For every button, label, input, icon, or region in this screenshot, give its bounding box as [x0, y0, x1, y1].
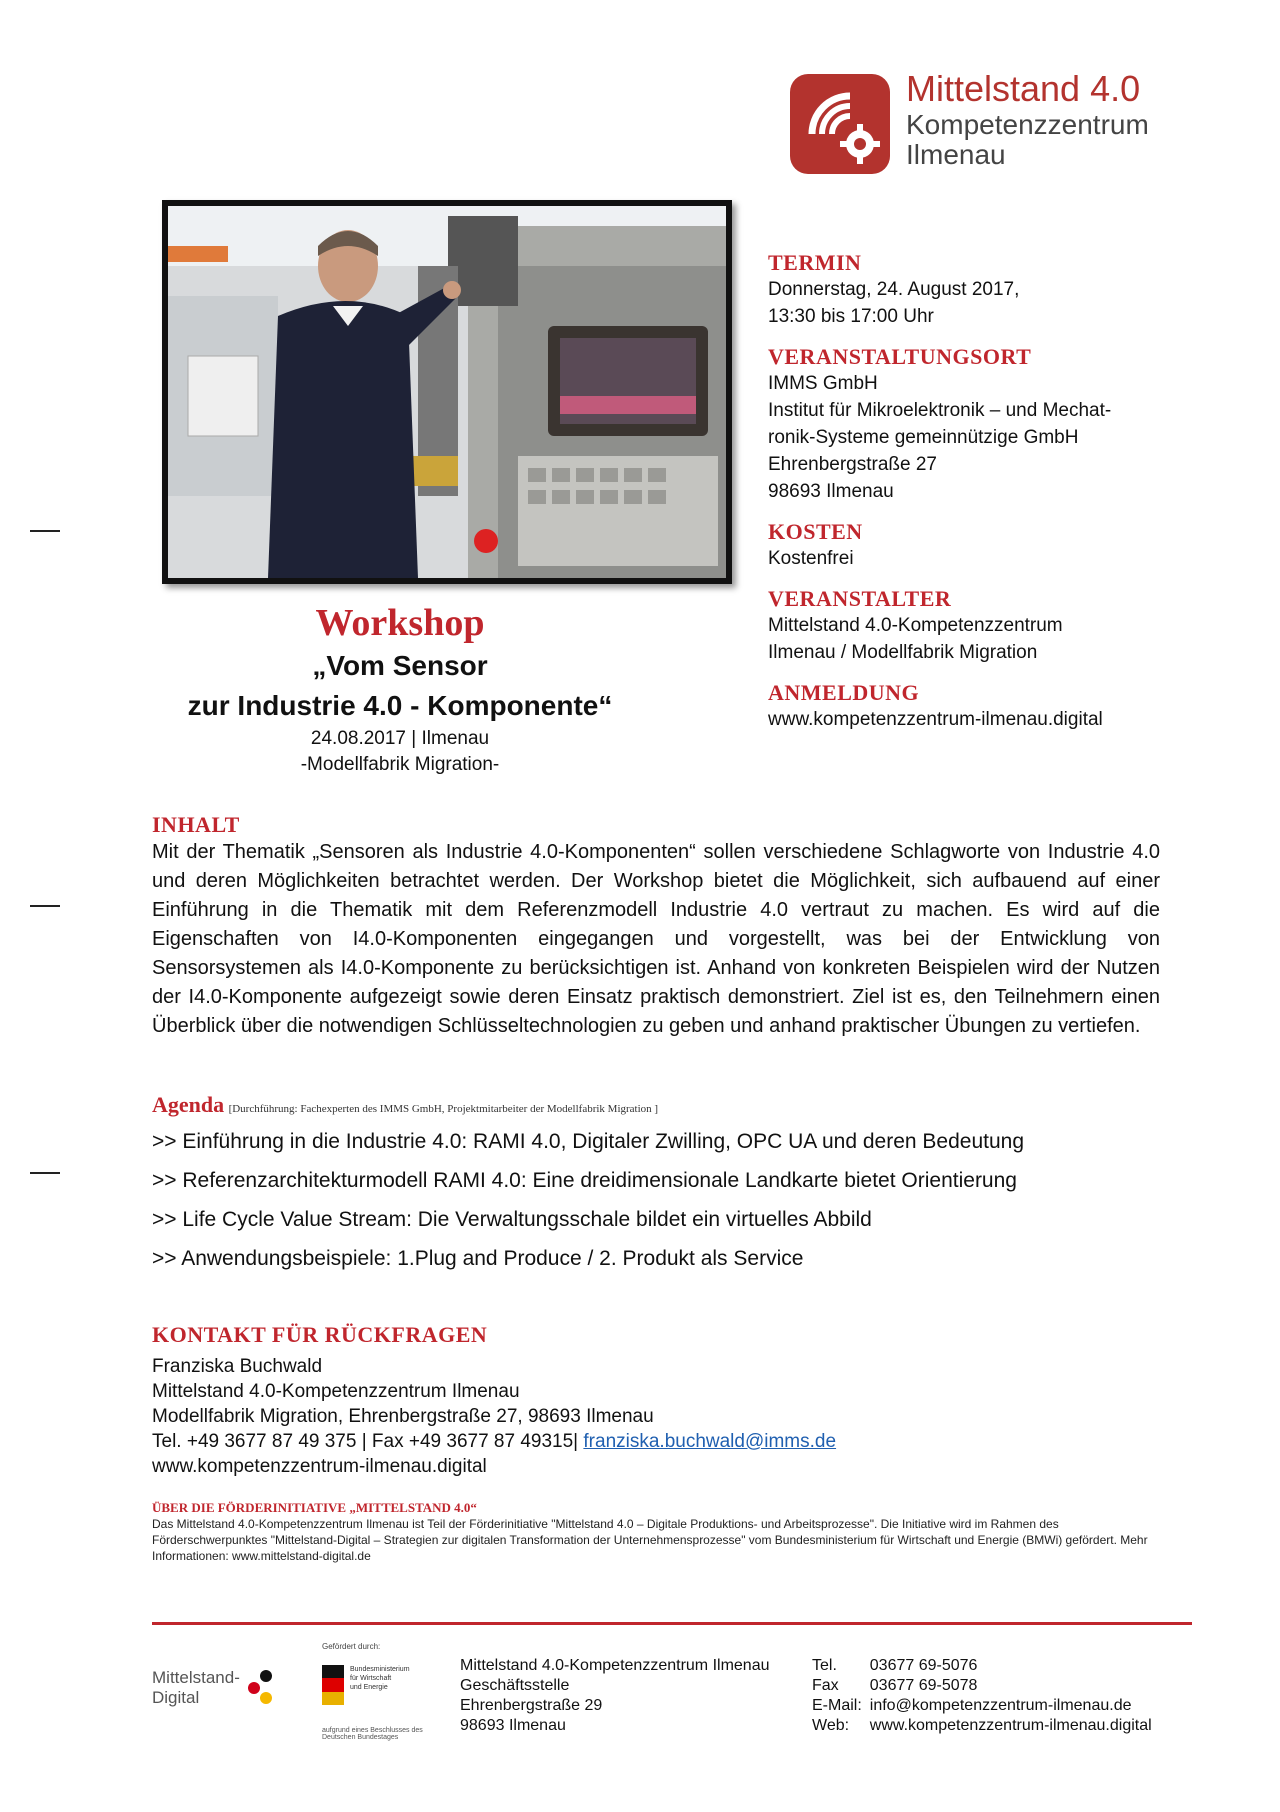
footer-contact — [812, 1656, 1160, 1736]
md-logo-line-2: Digital — [152, 1688, 200, 1707]
agenda-section — [152, 1092, 1192, 1274]
workshop-date: 24.08.2017 | Ilmenau — [310, 728, 490, 749]
logo-line-2: Ilmenau — [906, 139, 1006, 170]
kontakt-address: Modellfabrik Migration, Ehrenbergstraße 27, 98693 Ilmenau — [152, 1406, 654, 1427]
termin-block — [768, 250, 1178, 330]
logo-title: Mittelstand 4.0 — [906, 68, 1141, 109]
bmwi-top-text: Gefördert durch: — [322, 1642, 381, 1651]
margin-mark-2 — [30, 905, 60, 907]
footer-contact-value: 03677 69-5078 — [869, 1677, 978, 1694]
veranstalter-line-2: Ilmenau / Modellfabrik Migration — [768, 642, 1038, 663]
anmeldung-link[interactable]: www.kompetenzzentrum-ilmenau.digital — [768, 709, 1103, 730]
workshop-title-line-2: zur Industrie 4.0 - Komponente“ — [187, 690, 613, 721]
footer-address-line: Mittelstand 4.0-Kompetenzzentrum Ilmenau — [460, 1657, 770, 1674]
bmwi-logo — [322, 1642, 432, 1741]
inhalt-heading: INHALT — [152, 812, 240, 837]
ort-line-2: Institut für Mikroelektronik – und Mechat- — [768, 400, 1112, 421]
inhalt-section — [152, 812, 1160, 1041]
kontakt-email-link[interactable]: franziska.buchwald@imms.de — [583, 1431, 837, 1452]
logo-wordmark — [906, 68, 1149, 170]
ort-block — [768, 344, 1178, 505]
agenda-heading: Agenda — [152, 1092, 225, 1117]
bmwi-name-1: Bundesministerium — [350, 1666, 410, 1673]
footer-contact-row — [812, 1656, 1160, 1676]
footer-address-line: Ehrenbergstraße 29 — [460, 1697, 603, 1714]
kontakt-web[interactable]: www.kompetenzzentrum-ilmenau.digital — [152, 1456, 487, 1477]
footer-contact-value: 03677 69-5076 — [869, 1657, 978, 1674]
foerder-heading: ÜBER DIE FÖRDERINITIATIVE „MITTELSTAND 4.0“ — [152, 1500, 477, 1515]
kontakt-heading: KONTAKT FÜR RÜCKFRAGEN — [152, 1322, 488, 1347]
footer-address-line: Geschäftsstelle — [460, 1677, 570, 1694]
workshop-heading: Workshop — [315, 602, 485, 644]
veranstalter-block — [768, 586, 1178, 666]
foerder-text: Das Mittelstand 4.0-Kompetenzzentrum Ilmenau ist Teil der Förderinitiative "Mittelstand 4.0 – Digitale Produktions- und Arbeitsprozesse". Die Initiative wird im Rahmen des Förderschwerpunktes "Mittelstand-Digital – Strategien zur digitalen Transformation der Unternehmensprozesse" vom Bundesministerium für Wirtschaft und Energie (BMWi) gefördert. Mehr Informationen: www.mittelstand-digital.de — [152, 1517, 1148, 1563]
veranstalter-line-1: Mittelstand 4.0-Kompetenzzentrum — [768, 615, 1063, 636]
agenda-note: [Durchführung: Fachexperten des IMMS GmbH, Projektmitarbeiter der Modellfabrik Migration ] — [228, 1103, 659, 1115]
event-info-column — [768, 250, 1178, 747]
kontakt-phone-line — [152, 1429, 1192, 1454]
termin-line-1: Donnerstag, 24. August 2017, — [768, 279, 1020, 300]
footer-contact-row — [812, 1696, 1160, 1716]
md-logo-dots-icon — [246, 1670, 276, 1706]
footer-address — [460, 1656, 769, 1736]
footer-contact-label: Fax — [812, 1677, 839, 1694]
workshop-title-block — [140, 600, 660, 778]
footer-contact-label: Tel. — [812, 1657, 837, 1674]
footer-email-link[interactable]: info@kompetenzzentrum-ilmenau.de — [869, 1697, 1132, 1714]
agenda-item: >> Einführung in die Industrie 4.0: RAMI 4.0, Digitaler Zwilling, OPC UA und deren Bedeutung — [152, 1130, 1024, 1153]
bmwi-bottom-text: aufgrund eines Beschlusses des Deutschen Bundestages — [322, 1727, 423, 1741]
eagle-icon — [322, 1665, 344, 1705]
margin-mark-1 — [30, 530, 60, 532]
kosten-block — [768, 519, 1178, 572]
veranstalter-heading: VERANSTALTER — [768, 586, 952, 611]
workshop-photo — [162, 200, 732, 584]
footer-contact-label: Web: — [812, 1717, 850, 1734]
ort-line-3: ronik-Systeme gemeinnützige GmbH — [768, 427, 1079, 448]
footer-web-link[interactable]: www.kompetenzzentrum-ilmenau.digital — [869, 1717, 1152, 1734]
workshop-title-line-1: „Vom Sensor — [312, 650, 488, 681]
foerder-section — [152, 1500, 1162, 1564]
ort-heading: VERANSTALTUNGSORT — [768, 344, 1032, 369]
workshop-subtitle: -Modellfabrik Migration- — [300, 754, 500, 775]
kontakt-phone: Tel. +49 3677 87 49 375 | Fax +49 3677 87 49315| — [152, 1431, 584, 1452]
ort-line-5: 98693 Ilmenau — [768, 481, 894, 502]
footer-divider — [152, 1622, 1192, 1625]
kontakt-section — [152, 1322, 1192, 1479]
agenda-item: >> Life Cycle Value Stream: Die Verwaltungsschale bildet ein virtuelles Abbild — [152, 1208, 872, 1231]
agenda-item: >> Anwendungsbeispiele: 1.Plug and Produce / 2. Produkt als Service — [152, 1247, 804, 1270]
bmwi-name-2: für Wirtschaft — [350, 1675, 392, 1682]
footer-contact-label: E-Mail: — [812, 1697, 862, 1714]
footer-contact-row — [812, 1676, 1160, 1696]
margin-mark-3 — [30, 1172, 60, 1174]
kosten-heading: KOSTEN — [768, 519, 863, 544]
md-logo-line-1: Mittelstand- — [152, 1668, 240, 1687]
logo-line-1: Kompetenzzentrum — [906, 109, 1149, 140]
mittelstand-digital-logo — [152, 1668, 276, 1708]
termin-line-2: 13:30 bis 17:00 Uhr — [768, 306, 934, 327]
kontakt-name: Franziska Buchwald — [152, 1356, 323, 1377]
bmwi-name-3: und Energie — [350, 1684, 388, 1691]
agenda-item: >> Referenzarchitekturmodell RAMI 4.0: Eine dreidimensionale Landkarte bietet Orientierung — [152, 1169, 1017, 1192]
kontakt-org: Mittelstand 4.0-Kompetenzzentrum Ilmenau — [152, 1381, 520, 1402]
termin-heading: TERMIN — [768, 250, 862, 275]
footer-contact-row — [812, 1716, 1160, 1736]
footer-address-line: 98693 Ilmenau — [460, 1717, 566, 1734]
ort-line-1: IMMS GmbH — [768, 373, 878, 394]
ort-line-4: Ehrenbergstraße 27 — [768, 454, 937, 475]
inhalt-paragraph: Mit der Thematik „Sensoren als Industrie 4.0-Komponenten“ sollen verschiedene Schlagworte von Industrie 4.0 und deren Möglichkeiten betrachtet werden. Der Workshop bietet die Möglichkeit, sich aufbauend auf einer Einführung in die Thematik mit dem Referenzmodell Industrie 4.0 vertraut zu machen. Es wird auf die Eigenschaften von I4.0-Komponenten eingegangen und vorgestellt, was bei der Entwicklung von Sensorsystemen als I4.0-Komponente zu berücksichtigen ist. Anhand von konkreten Beispielen wird der Nutzen der I4.0-Komponente aufgezeigt sowie deren Einsatz praktisch demonstriert. Ziel ist es, den Teilnehmern einen Überblick über die notwendigen Schlüsseltechnologien zu geben und anhand praktischer Übungen zu vertiefen. — [152, 841, 1160, 1037]
kompetenzzentrum-logo-icon — [790, 74, 890, 174]
anmeldung-heading: ANMELDUNG — [768, 680, 920, 705]
kosten-line-1: Kostenfrei — [768, 548, 854, 569]
anmeldung-block — [768, 680, 1178, 733]
